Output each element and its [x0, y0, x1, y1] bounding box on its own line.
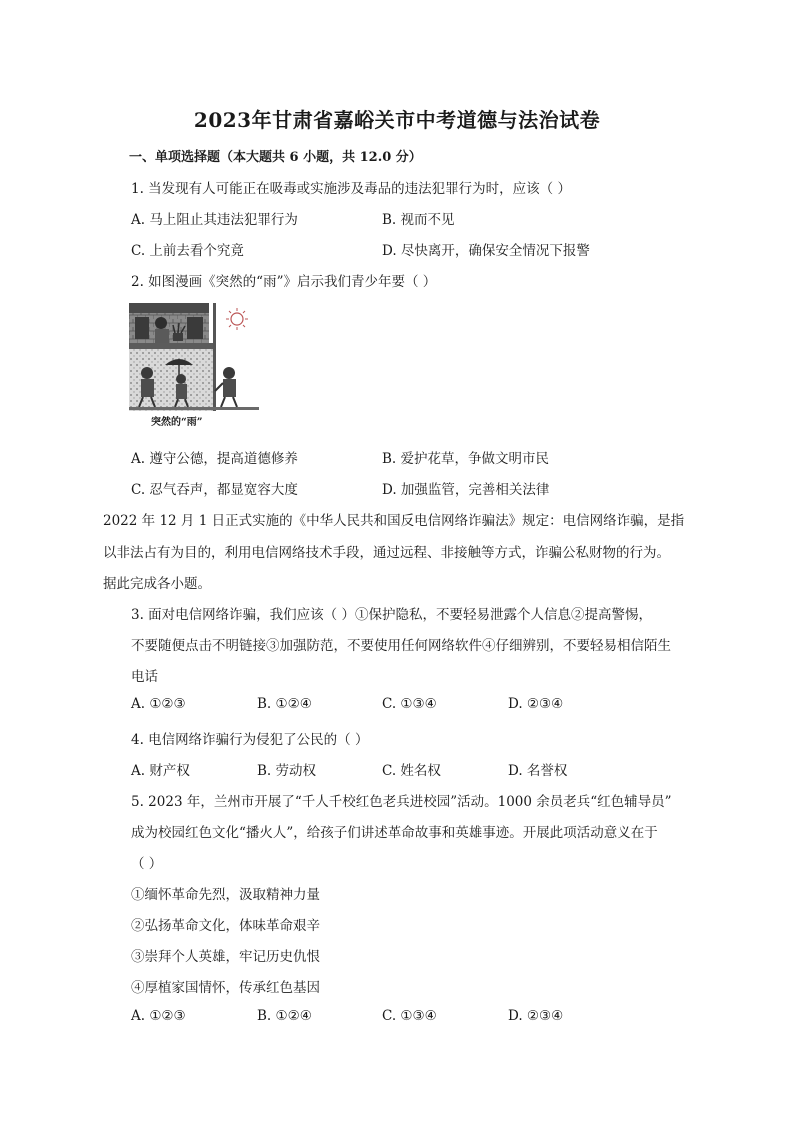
q4-option-a: A. 财产权	[131, 763, 190, 779]
cartoon-illustration	[129, 303, 259, 431]
q5-option-c: C. ①③④	[382, 1008, 437, 1024]
cartoon-image	[129, 303, 259, 431]
q3-option-b: B. ①②④	[257, 696, 312, 712]
q2-option-d: D. 加强监管，完善相关法律	[382, 482, 550, 498]
q2-stem: 2. 如图漫画《突然的“雨”》启示我们青少年要（ ）	[131, 274, 437, 290]
q5-statement-1: ①缅怀革命先烈，汲取精神力量	[131, 887, 320, 903]
q1-option-a: A. 马上阻止其违法犯罪行为	[131, 212, 298, 228]
q2-option-b: B. 爱护花草，争做文明市民	[382, 451, 550, 467]
page-title: 2023年甘肃省嘉峪关市中考道德与法治试卷	[193, 108, 601, 132]
cartoon-caption: 突然的“雨”	[151, 417, 203, 428]
material-line-1: 2022 年 12 月 1 日正式实施的《中华人民共和国反电信网络诈骗法》规定：电信网络诈骗，是指	[103, 513, 685, 529]
q3-option-a: A. ①②③	[131, 696, 186, 712]
q3-stem-line-2: 不要随便点击不明链接③加强防范，不要使用任何网络软件④仔细辨别，不要轻易相信陌生	[131, 638, 671, 654]
q5-stem-line-1: 5. 2023 年，兰州市开展了“千人千校红色老兵进校园”活动。1000 余员老兵“红色辅导员”	[131, 794, 672, 810]
q5-statement-4: ④厚植家国情怀，传承红色基因	[131, 980, 320, 996]
q1-stem: 1. 当发现有人可能正在吸毒或实施涉及毒品的违法犯罪行为时，应该（ ）	[131, 181, 571, 197]
q5-statement-2: ②弘扬革命文化，体味革命艰辛	[131, 918, 320, 934]
q1-option-d: D. 尽快离开，确保安全情况下报警	[382, 243, 590, 259]
q4-stem: 4. 电信网络诈骗行为侵犯了公民的（ ）	[131, 732, 369, 748]
material-line-2: 以非法占有为目的，利用电信网络技术手段，通过远程、非接触等方式，诈骗公私财物的行为。	[103, 545, 670, 561]
q2-option-a: A. 遵守公德，提高道德修养	[131, 451, 298, 467]
q1-option-b: B. 视而不见	[382, 212, 455, 228]
q3-option-c: C. ①③④	[382, 696, 437, 712]
q5-option-d: D. ②③④	[508, 1008, 564, 1024]
q5-stem-line-3: （ ）	[131, 856, 163, 872]
q3-stem-line-3: 电话	[131, 669, 158, 685]
q2-option-c: C. 忍气吞声，都显宽容大度	[131, 482, 298, 498]
q5-stem-line-2: 成为校园红色文化“播火人”，给孩子们讲述革命故事和英雄事迹。开展此项活动意义在于	[131, 825, 658, 841]
material-line-3: 据此完成各小题。	[103, 576, 211, 592]
q5-statement-3: ③崇拜个人英雄，牢记历史仇恨	[131, 949, 320, 965]
q1-option-c: C. 上前去看个究竟	[131, 243, 244, 259]
q5-option-b: B. ①②④	[257, 1008, 312, 1024]
section-heading: 一、单项选择题（本大题共 6 小题，共 12.0 分）	[129, 150, 422, 165]
q4-option-d: D. 名誉权	[508, 763, 568, 779]
q4-option-c: C. 姓名权	[382, 763, 441, 779]
q3-option-d: D. ②③④	[508, 696, 564, 712]
q3-stem-line-1: 3. 面对电信网络诈骗，我们应该（ ）①保护隐私，不要轻易泄露个人信息②提高警惕，	[131, 607, 652, 623]
q5-option-a: A. ①②③	[131, 1008, 186, 1024]
q4-option-b: B. 劳动权	[257, 763, 317, 779]
